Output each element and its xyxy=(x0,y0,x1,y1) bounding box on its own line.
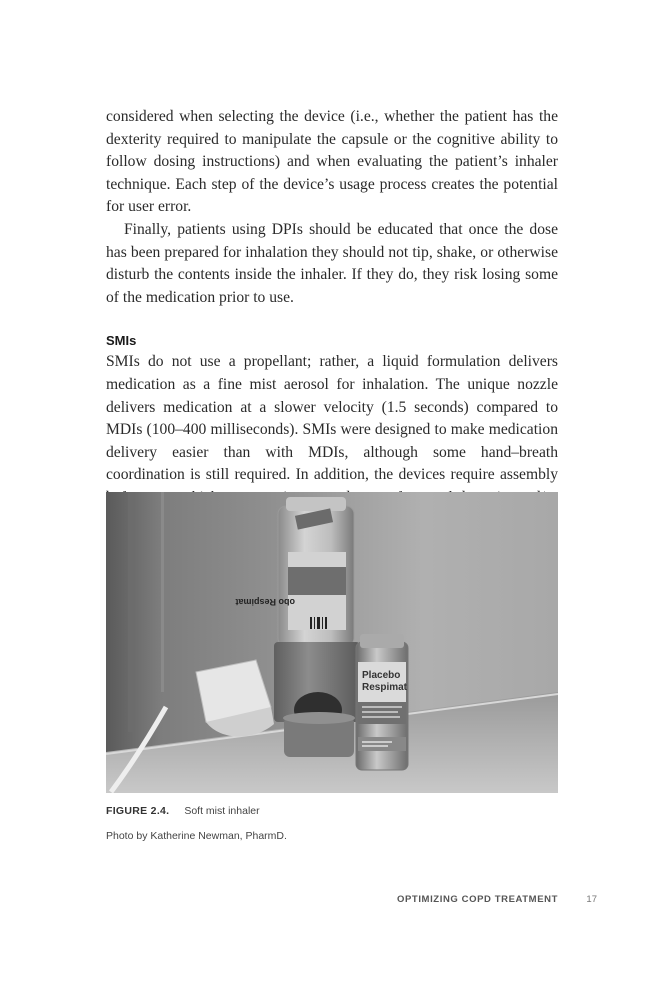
photo-credit: Photo by Katherine Newman, PharmD. xyxy=(106,830,287,842)
smis-paragraph: SMIs do not use a propellant; rather, a liquid formulation delivers medication as a fine mist aerosol for inhalation. The unique nozzle delivers medication at a slower velocity (1.5 seconds) compared to MDIs (100–400 milliseconds). SMIs were designed to make medication delivery easier than with MDIs, although some hand–breath coordination is still required. In addition, the devices require assembly xyxy=(106,353,558,484)
cartridge-brand-line2: Respimat xyxy=(362,682,408,693)
body-paragraph-2: Finally, patients using DPIs should be educated that once the dose has been prepared for inhalation they should not tip, shake, or otherwise disturb the contents inside the inhaler. If they do, they risk losing some of the medication prior to use. xyxy=(106,220,558,306)
inhaler-label-text: obo Respimat xyxy=(235,597,295,607)
cartridge-brand-line1: Placebo xyxy=(362,670,401,681)
figure-caption xyxy=(106,805,260,817)
body-paragraph-1: considered when selecting the device (i.e., whether the patient has the dexterity required to manipulate the capsule or the cognitive ability to follow dosing instructions) and when evaluating the patient’s inhaler technique. Each step of the device’s usage process creates the potential for user error. xyxy=(106,108,558,216)
page-number: 17 xyxy=(586,894,597,905)
text-column xyxy=(106,106,558,532)
figure-photo-soft-mist-inhaler xyxy=(106,492,558,793)
figure-caption-text: Soft mist inhaler xyxy=(184,805,260,817)
inhaler-photo xyxy=(106,492,558,793)
running-head: OPTIMIZING COPD TREATMENT xyxy=(396,894,558,905)
figure-label: FIGURE 2.4. xyxy=(106,805,170,817)
section-heading-smis: SMIs xyxy=(106,333,137,349)
